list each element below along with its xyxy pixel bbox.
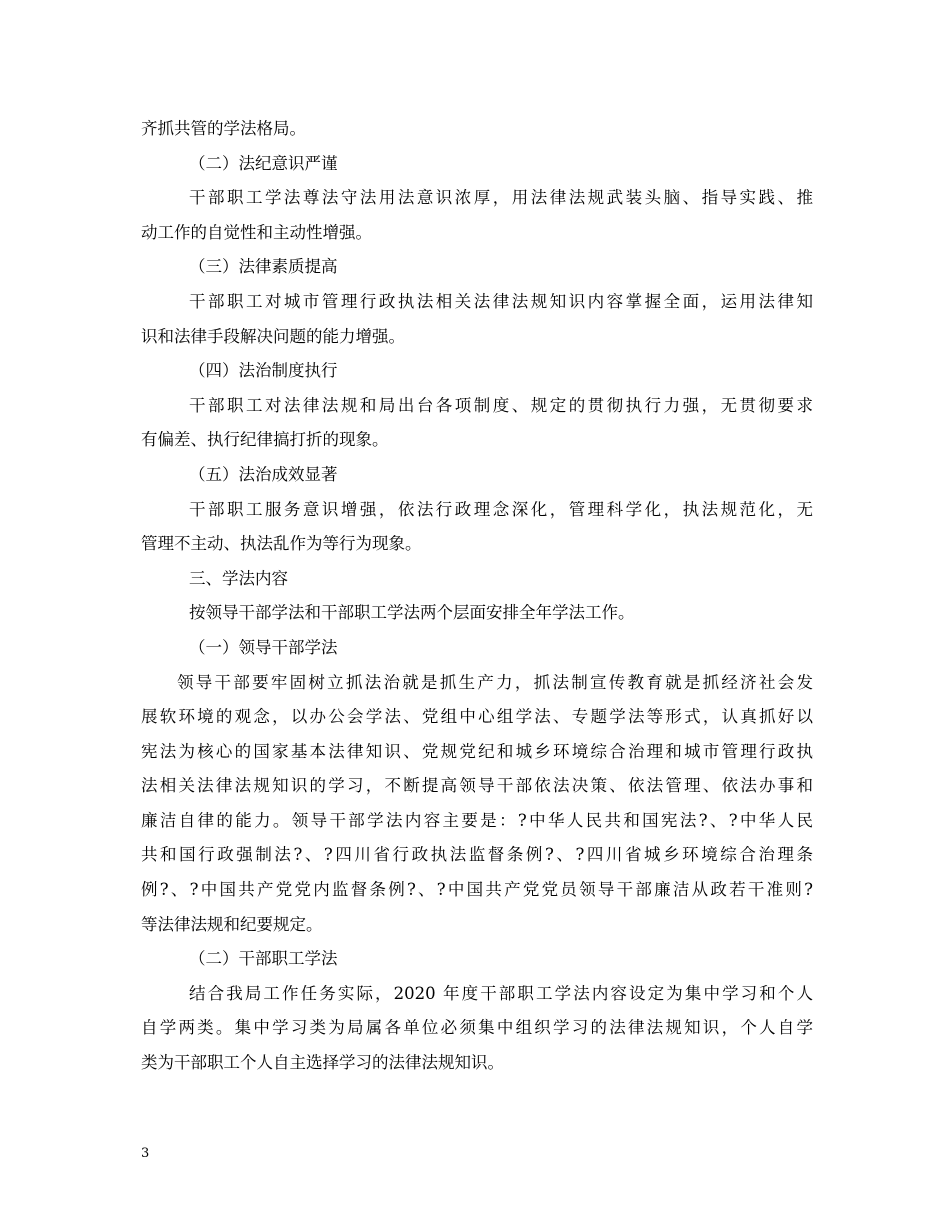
text-line: 展软环境的观念，以办公会学法、党组中心组学法、专题学法等形式，认真抓好以 bbox=[141, 707, 813, 727]
text-line: 例?、?中国共产党党内监督条例?、?中国共产党党员领导干部廉洁从政若干准则? bbox=[141, 880, 813, 900]
text-line: （一）领导干部学法 bbox=[189, 637, 338, 657]
text-line: 动工作的自觉性和主动性增强。 bbox=[141, 222, 372, 242]
text-line: 领导干部要牢固树立抓法治就是抓生产力，抓法制宣传教育就是抓经济社会发 bbox=[177, 672, 813, 692]
text-line: 廉洁自律的能力。领导干部学法内容主要是：?中华人民共和国宪法?、?中华人民 bbox=[141, 810, 813, 830]
text-line: 结合我局工作任务实际，2020 年度干部职工学法内容设定为集中学习和个人 bbox=[189, 983, 813, 1003]
text-line: （五）法治成效显著 bbox=[189, 464, 338, 484]
text-line: 三、学法内容 bbox=[189, 568, 288, 588]
text-line: 干部职工对法律法规和局出台各项制度、规定的贯彻执行力强，无贯彻要求 bbox=[189, 395, 813, 415]
text-line: 按领导干部学法和干部职工学法两个层面安排全年学法工作。 bbox=[189, 603, 635, 623]
text-line: 法相关法律法规知识的学习，不断提高领导干部依法决策、依法管理、依法办事和 bbox=[141, 776, 813, 796]
text-line: 干部职工服务意识增强，依法行政理念深化，管理科学化，执法规范化，无 bbox=[189, 499, 813, 519]
document-body bbox=[141, 112, 813, 1081]
text-line: 类为干部职工个人自主选择学习的法律法规知识。 bbox=[141, 1053, 504, 1073]
text-line: （三）法律素质提高 bbox=[189, 257, 338, 277]
text-line: 宪法为核心的国家基本法律知识、党规党纪和城乡环境综合治理和城市管理行政执 bbox=[141, 741, 813, 761]
text-line: 干部职工对城市管理行政执法相关法律法规知识内容掌握全面，运用法律知 bbox=[189, 291, 813, 311]
text-line: 共和国行政强制法?、?四川省行政执法监督条例?、?四川省城乡环境综合治理条 bbox=[141, 845, 813, 865]
text-line: 管理不主动、执法乱作为等行为现象。 bbox=[141, 534, 422, 554]
text-line: 有偏差、执行纪律搞打折的现象。 bbox=[141, 430, 389, 450]
text-line: （二）法纪意识严谨 bbox=[189, 153, 338, 173]
page-number: 3 bbox=[141, 1146, 150, 1161]
text-line: 齐抓共管的学法格局。 bbox=[141, 119, 306, 138]
text-line: 识和法律手段解决问题的能力增强。 bbox=[141, 326, 405, 346]
text-line: 自学两类。集中学习类为局属各单位必须集中组织学习的法律法规知识，个人自学 bbox=[141, 1018, 813, 1038]
text-line: 干部职工学法尊法守法用法意识浓厚，用法律法规武装头脑、指导实践、推 bbox=[189, 188, 813, 208]
text-line: （二）干部职工学法 bbox=[189, 949, 338, 969]
text-line: 等法律法规和纪要规定。 bbox=[141, 914, 323, 934]
text-line: （四）法治制度执行 bbox=[189, 361, 338, 381]
